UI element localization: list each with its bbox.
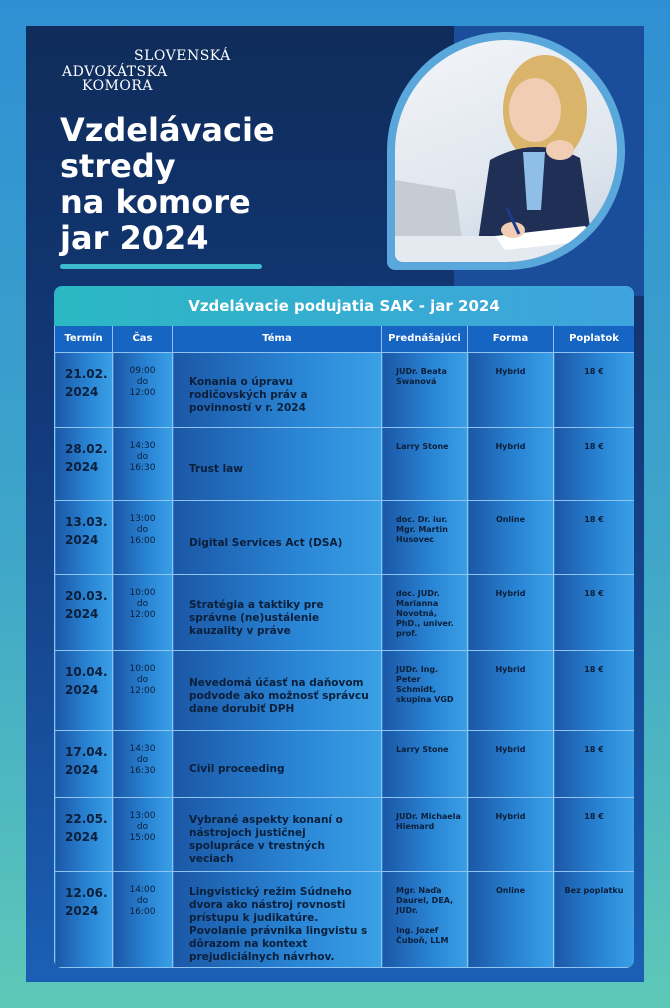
time-end: 16:30 bbox=[129, 765, 156, 776]
topic-cell: Konania o úpravu rodičovských práv a povinností v r. 2024 bbox=[173, 352, 382, 427]
header-time: Čas bbox=[113, 326, 173, 352]
lecturer-1: Mgr. Naďa Daurel, DEA, JUDr. bbox=[396, 885, 454, 915]
lecturer-cell bbox=[382, 871, 468, 967]
year: 2024 bbox=[65, 606, 99, 621]
schedule-table bbox=[54, 326, 634, 968]
topic-cell: Digital Services Act (DSA) bbox=[173, 500, 382, 574]
date-cell bbox=[55, 574, 113, 650]
header-fee: Poplatok bbox=[554, 326, 635, 352]
table-row bbox=[55, 730, 635, 797]
time-sep: do bbox=[136, 524, 149, 535]
poster bbox=[26, 26, 644, 982]
form-cell: Online bbox=[468, 500, 554, 574]
time-sep: do bbox=[136, 674, 149, 685]
table-row bbox=[55, 427, 635, 500]
lecturer-2: Ing. Jozef Čuboň, LLM bbox=[396, 925, 449, 945]
date-cell bbox=[55, 730, 113, 797]
year: 2024 bbox=[65, 903, 99, 918]
logo bbox=[62, 44, 242, 96]
year: 2024 bbox=[65, 682, 99, 697]
fee-cell: 18 € bbox=[554, 427, 635, 500]
time-start: 14:00 bbox=[129, 884, 156, 895]
time-end: 15:00 bbox=[129, 832, 156, 843]
year: 2024 bbox=[65, 762, 99, 777]
date: 10.04. bbox=[65, 664, 108, 679]
fee-cell: 18 € bbox=[554, 352, 635, 427]
year: 2024 bbox=[65, 459, 99, 474]
lecturer-cell: doc. JUDr. Marianna Novotná, PhD., univer. prof. bbox=[382, 574, 468, 650]
fee-cell: 18 € bbox=[554, 797, 635, 871]
time-start: 10:00 bbox=[129, 663, 156, 674]
date-cell bbox=[55, 500, 113, 574]
form-cell: Hybrid bbox=[468, 730, 554, 797]
fee-cell: 18 € bbox=[554, 730, 635, 797]
time-end: 12:00 bbox=[129, 609, 156, 620]
time-sep: do bbox=[136, 754, 149, 765]
time-cell bbox=[113, 871, 173, 967]
topic-cell: Nevedomá účasť na daňovom podvode ako možnosť správcu dane dorubiť DPH bbox=[173, 650, 382, 730]
form-cell: Hybrid bbox=[468, 574, 554, 650]
header-row bbox=[55, 326, 635, 352]
table-row bbox=[55, 871, 635, 967]
time-sep: do bbox=[136, 376, 149, 387]
date-cell bbox=[55, 871, 113, 967]
form-cell: Hybrid bbox=[468, 427, 554, 500]
time-cell bbox=[113, 500, 173, 574]
date: 20.03. bbox=[65, 588, 108, 603]
header-form: Forma bbox=[468, 326, 554, 352]
table-row bbox=[55, 352, 635, 427]
woman-writing-photo bbox=[395, 40, 617, 262]
events-table bbox=[54, 286, 634, 968]
time-start: 10:00 bbox=[129, 587, 156, 598]
time-end: 12:00 bbox=[129, 685, 156, 696]
date-cell bbox=[55, 427, 113, 500]
topic-cell: Vybrané aspekty konaní o nástrojoch justičnej spolupráce v trestných veciach bbox=[173, 797, 382, 871]
time-start: 13:00 bbox=[129, 810, 156, 821]
time-start: 13:00 bbox=[129, 513, 156, 524]
date-cell bbox=[55, 352, 113, 427]
logo-line-3: KOMORA bbox=[82, 78, 154, 94]
form-cell: Online bbox=[468, 871, 554, 967]
headline-underline bbox=[60, 264, 262, 269]
time-cell bbox=[113, 427, 173, 500]
header-term: Termín bbox=[55, 326, 113, 352]
header-topic: Téma bbox=[173, 326, 382, 352]
lecturer-cell: Larry Stone bbox=[382, 427, 468, 500]
header-lecturer: Prednášajúci bbox=[382, 326, 468, 352]
time-sep: do bbox=[136, 895, 149, 906]
headline-line: jar 2024 bbox=[60, 219, 209, 257]
year: 2024 bbox=[65, 829, 99, 844]
headline bbox=[60, 112, 275, 256]
photo-frame bbox=[387, 32, 625, 270]
lecturer-cell: JUDr. Beata Swanová bbox=[382, 352, 468, 427]
fee-cell: 18 € bbox=[554, 650, 635, 730]
year: 2024 bbox=[65, 532, 99, 547]
time-sep: do bbox=[136, 821, 149, 832]
time-cell bbox=[113, 574, 173, 650]
form-cell: Hybrid bbox=[468, 650, 554, 730]
date: 13.03. bbox=[65, 514, 108, 529]
time-start: 14:30 bbox=[129, 440, 156, 451]
time-start: 09:00 bbox=[129, 365, 156, 376]
topic-cell: Trust law bbox=[173, 427, 382, 500]
logo-line-2: ADVOKÁTSKA bbox=[62, 64, 168, 80]
date-cell bbox=[55, 797, 113, 871]
headline-line: Vzdelávacie bbox=[60, 111, 275, 149]
time-end: 16:00 bbox=[129, 535, 156, 546]
lecturer-cell: JUDr. Michaela Hiemard bbox=[382, 797, 468, 871]
time-cell bbox=[113, 352, 173, 427]
table-row bbox=[55, 650, 635, 730]
headline-line: stredy bbox=[60, 147, 176, 185]
date: 28.02. bbox=[65, 441, 108, 456]
headline-line: na komore bbox=[60, 183, 251, 221]
year: 2024 bbox=[65, 384, 99, 399]
time-sep: do bbox=[136, 451, 149, 462]
lecturer-cell: doc. Dr. iur. Mgr. Martin Husovec bbox=[382, 500, 468, 574]
topic-cell: Stratégia a taktiky pre správne (ne)ustálenie kauzality v práve bbox=[173, 574, 382, 650]
fee-cell: Bez poplatku bbox=[554, 871, 635, 967]
topic-cell: Lingvistický režim Súdneho dvora ako nástroj rovnosti prístupu k judikatúre. Povolanie právnika lingvistu s dôrazom na kontext prejudiciálnych návrhov. bbox=[173, 871, 382, 967]
fee-cell: 18 € bbox=[554, 574, 635, 650]
topic-cell: Civil proceeding bbox=[173, 730, 382, 797]
date-cell bbox=[55, 650, 113, 730]
time-cell bbox=[113, 650, 173, 730]
lecturer-cell: Larry Stone bbox=[382, 730, 468, 797]
form-cell: Hybrid bbox=[468, 352, 554, 427]
date: 22.05. bbox=[65, 811, 108, 826]
table-row bbox=[55, 500, 635, 574]
table-row bbox=[55, 574, 635, 650]
form-cell: Hybrid bbox=[468, 797, 554, 871]
time-end: 16:00 bbox=[129, 906, 156, 917]
time-cell bbox=[113, 797, 173, 871]
time-end: 16:30 bbox=[129, 462, 156, 473]
lecturer-cell: JUDr. Ing. Peter Schmidt, skupina VGD bbox=[382, 650, 468, 730]
table-row bbox=[55, 797, 635, 871]
logo-line-1: SLOVENSKÁ bbox=[134, 48, 231, 64]
date: 21.02. bbox=[65, 366, 108, 381]
time-cell bbox=[113, 730, 173, 797]
fee-cell: 18 € bbox=[554, 500, 635, 574]
time-end: 12:00 bbox=[129, 387, 156, 398]
time-start: 14:30 bbox=[129, 743, 156, 754]
table-title: Vzdelávacie podujatia SAK - jar 2024 bbox=[54, 286, 634, 326]
date: 12.06. bbox=[65, 885, 108, 900]
time-sep: do bbox=[136, 598, 149, 609]
date: 17.04. bbox=[65, 744, 108, 759]
